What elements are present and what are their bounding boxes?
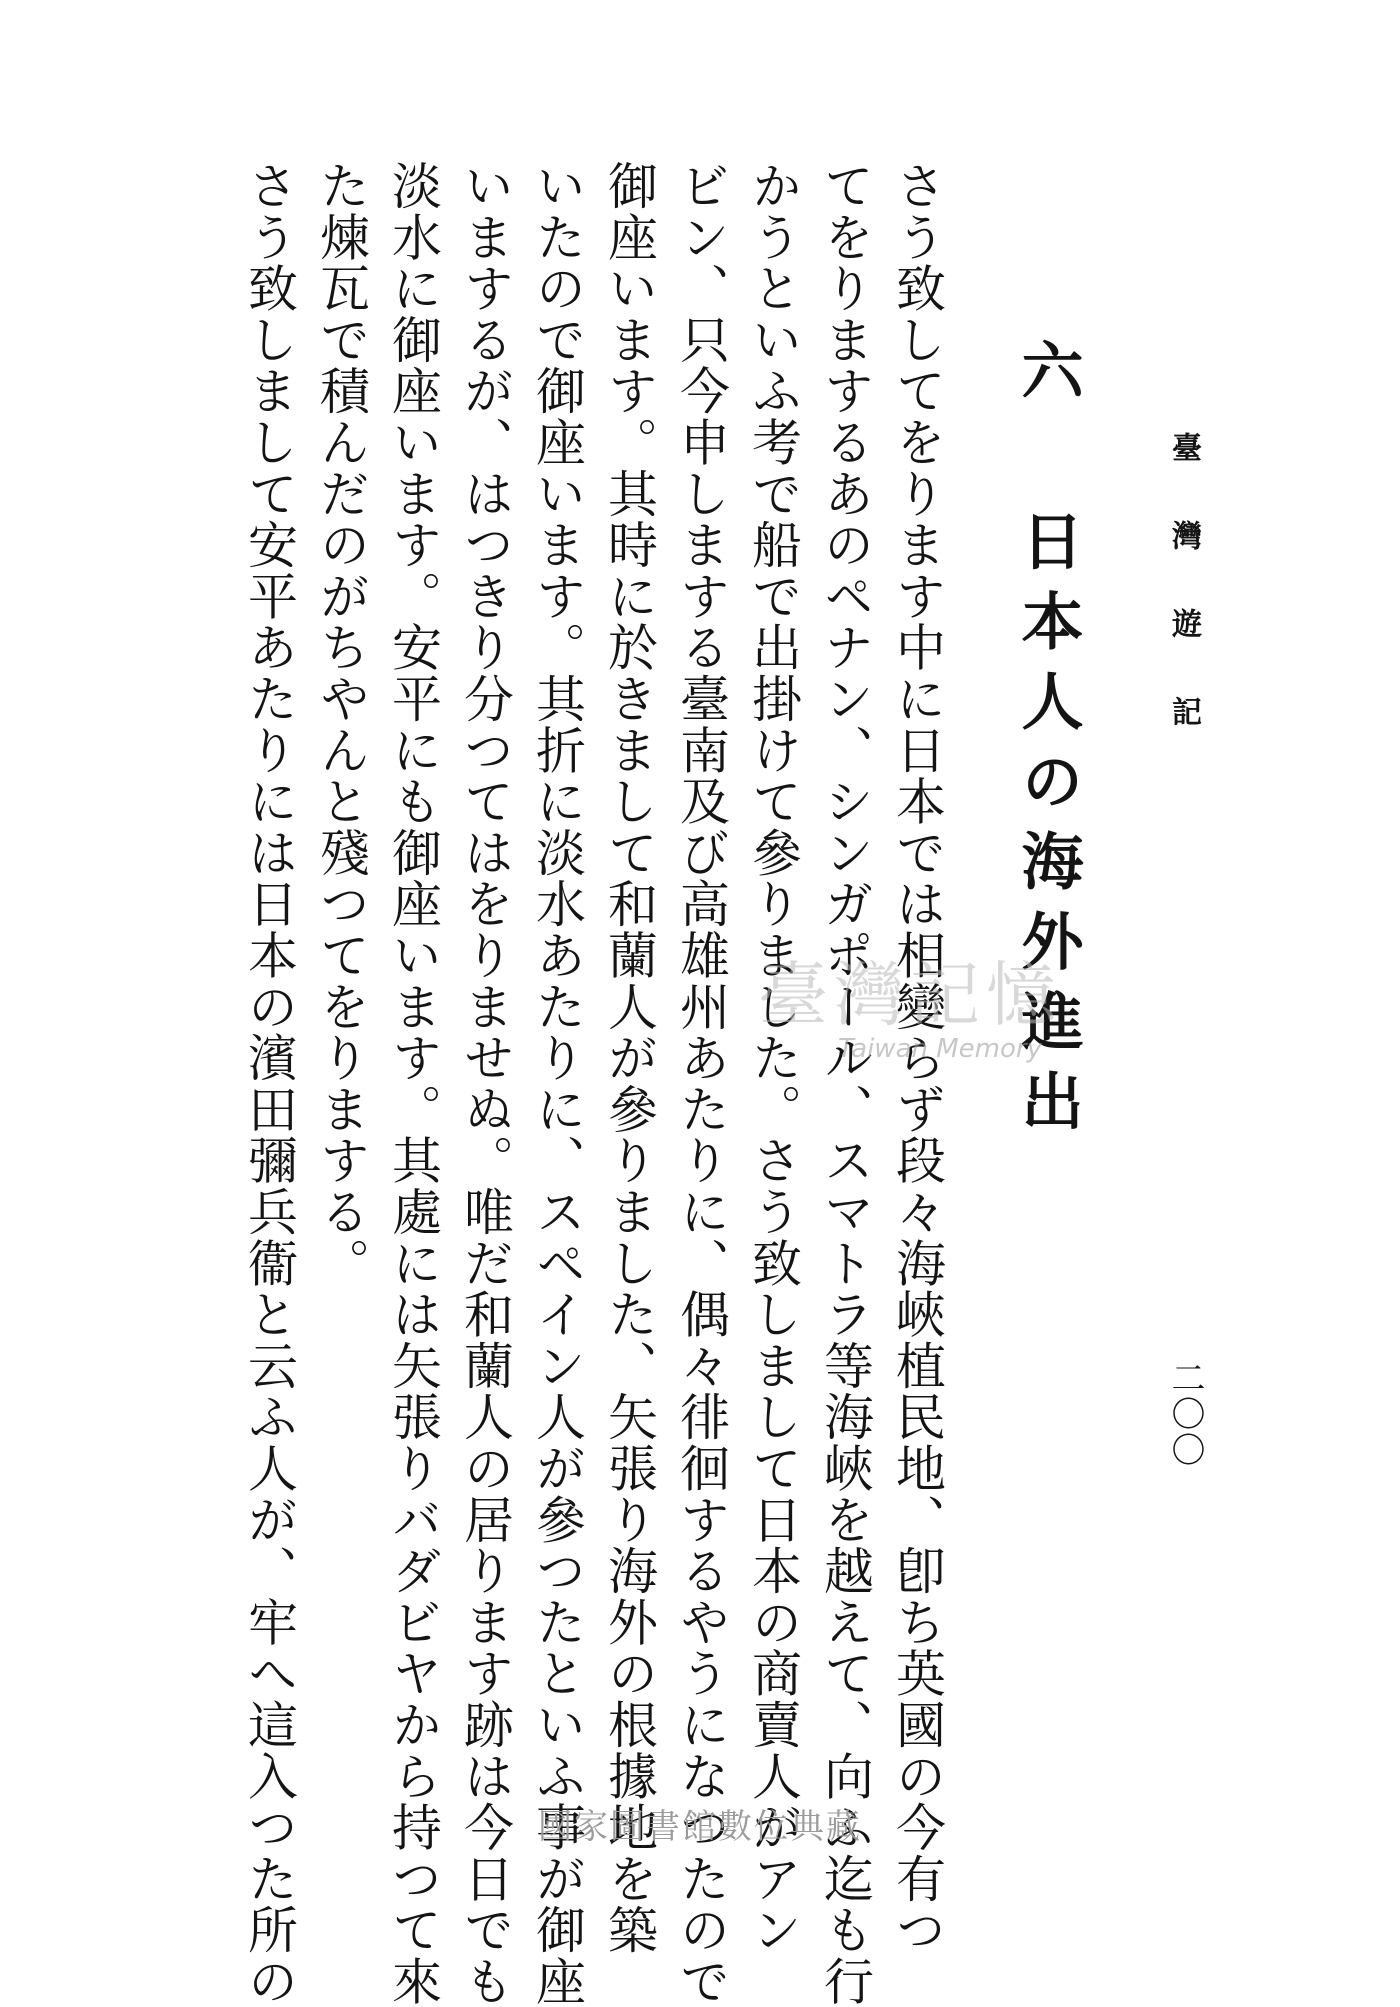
text-column: た煉瓦で積んだのがちやんと殘つてをりまする。 xyxy=(312,160,370,1289)
text-column: 淡水に御座います。安平にも御座います。其處には矢張りバダビヤから持つて來 xyxy=(384,160,442,2007)
chapter-heading: 六 日本人の海外進出 xyxy=(1011,338,1084,1149)
text-column: さう致しまして安平あたりには日本の濱田彌兵衞と云ふ人が、牢へ這入つた所の xyxy=(240,160,298,2007)
text-column: いたので御座います。其折に淡水あたりに、スペイン人が參つたといふ事が御座 xyxy=(528,160,586,2007)
text-column: さう致してをります中に日本では相變らず段々海峽植民地、卽ち英國の今有つ xyxy=(888,160,946,1956)
text-column: 御座います。其時に於きまして和蘭人が參りました、矢張り海外の根據地を築 xyxy=(600,160,658,1956)
text-column: ビン、只今申しまする臺南及び高雄州あたりに、偶々徘徊するやうになつたので xyxy=(672,160,730,2007)
text-column: いまするが、はつきり分つてはをりませぬ。唯だ和蘭人の居ります跡は今日でも xyxy=(456,160,514,2007)
footer-credit: 國家圖書館數位典藏 xyxy=(538,1807,862,1847)
watermark-logo xyxy=(720,954,1100,1080)
watermark-text-en: Taiwan Memory xyxy=(838,1034,1042,1064)
text-column: てをりまするあのペナン、シンガポール、スマトラ等海峽を越えて、向ふ迄も行 xyxy=(816,160,874,2007)
running-title: 臺灣遊記 xyxy=(1166,432,1201,784)
text-column: かうといふ考で船で出掛けて參りました。さう致しまして日本の商賣人がアン xyxy=(744,160,802,1956)
page-number: 二〇〇 xyxy=(1165,1360,1205,1468)
watermark-text-cn: 臺灣記憶 xyxy=(758,954,1062,1036)
